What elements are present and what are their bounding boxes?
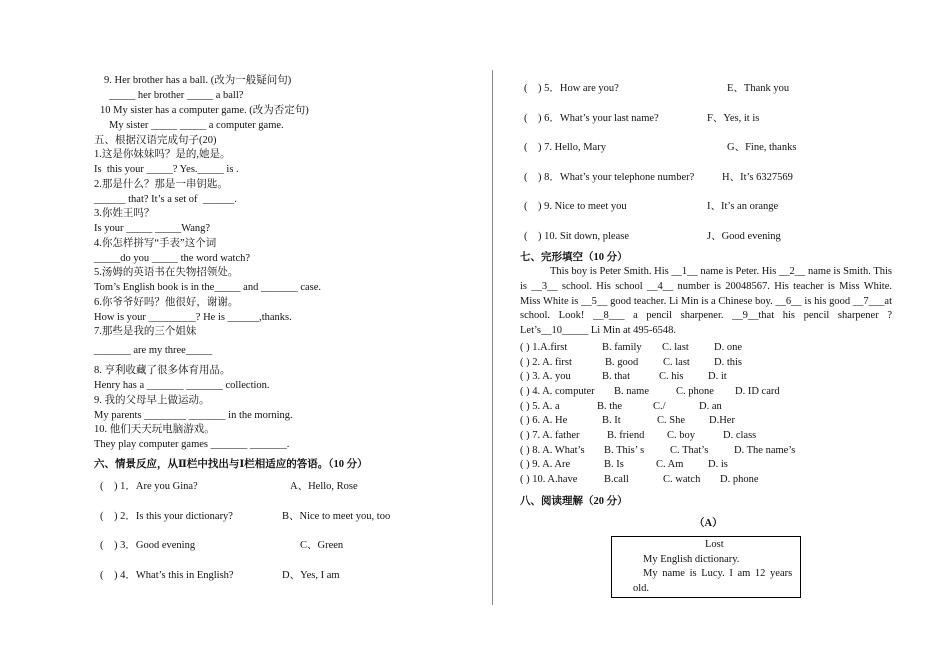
- c5-d: D. an: [699, 401, 722, 412]
- section-7-title: 七、完形填空（10 分）: [520, 252, 628, 263]
- c2-q: ( ) 2. A. first: [520, 357, 572, 368]
- c2-d: D. this: [714, 357, 743, 368]
- c7-d: D. class: [723, 430, 757, 441]
- s5-chinese: 5.汤姆的英语书在失物招领处。: [94, 267, 239, 278]
- match-q6: ( ) 6．What’s your last name?: [524, 113, 659, 124]
- c1-q: ( ) 1.A.first: [520, 342, 568, 353]
- match-a8: H、It’s 6327569: [722, 172, 793, 183]
- c3-q: ( ) 3. A. you: [520, 371, 571, 382]
- match-a9: I、It’s an orange: [707, 201, 779, 212]
- s2-english: ______ that? It’s a set of ______.: [94, 194, 237, 205]
- q10-text: 10 My sister has a computer game. (改为否定句): [100, 105, 309, 116]
- section-8-title: 八、阅读理解（20 分）: [520, 496, 628, 507]
- c4-c: C. phone: [676, 386, 714, 397]
- c8-q: ( ) 8. A. What’s: [520, 445, 585, 456]
- s10-english: They play computer games _______ _______.: [94, 439, 290, 450]
- c9-d: D. is: [708, 459, 728, 470]
- c8-d: D. The name’s: [734, 445, 796, 456]
- passage-a-label: （A）: [694, 518, 723, 529]
- match-q5: ( ) 5．How are you?: [524, 83, 619, 94]
- s10-chinese: 10. 他们天天玩电脑游戏。: [94, 424, 215, 435]
- c10-q: ( ) 10. A.have: [520, 474, 578, 485]
- c3-c: C. his: [659, 371, 684, 382]
- s6-chinese: 6.你爷爷好吗？他很好，谢谢。: [94, 297, 239, 308]
- c9-c: C. Am: [656, 459, 684, 470]
- c8-b: B. This’ s: [604, 445, 645, 456]
- c6-b: B. It: [602, 415, 621, 426]
- lost-notice-title: Lost: [705, 539, 724, 550]
- match-q10: ( ) 10. Sit down, please: [524, 231, 629, 242]
- s9-chinese: 9. 我的父母早上做运动。: [94, 395, 210, 406]
- s1-english: Is this your _____? Yes._____ is .: [94, 164, 239, 175]
- c5-b: B. the: [597, 401, 623, 412]
- match-a7: G、Fine, thanks: [727, 142, 797, 153]
- s8-chinese: 8. 亨利收藏了很多体育用品。: [94, 365, 231, 376]
- c9-q: ( ) 9. A. Are: [520, 459, 571, 470]
- s4-english: _____do you _____ the word watch?: [94, 253, 251, 264]
- c4-b: B. name: [614, 386, 649, 397]
- c6-c: C. She: [657, 415, 686, 426]
- match-a1: A、Hello, Rose: [290, 481, 358, 492]
- c4-d: D. ID card: [735, 386, 780, 397]
- cloze-passage: This boy is Peter Smith. His __1__ name is Peter. His __2__ name is Smith. This is __3__ school. His school __4__ number is 20048567. His teacher is Miss White. Miss White is __5__ good teacher. Li Min is a Chinese boy. __6__ is his good __7___at school. Look! __8___ a pencil sharpener. __9__that his pencil sharpener ? Let’s__10_____ Li Min at 495-6548.: [520, 266, 892, 337]
- s3-english: Is your _____ _____Wang?: [94, 223, 211, 234]
- c3-b: B. that: [602, 371, 630, 382]
- section-5-title: 五、根据汉语完成句子(20): [94, 135, 217, 146]
- match-a10: J、Good evening: [707, 231, 781, 242]
- match-q7: ( ) 7. Hello, Mary: [524, 142, 606, 153]
- c10-b: B.call: [604, 474, 629, 485]
- s3-chinese: 3.你姓王吗？: [94, 208, 155, 219]
- c2-c: C. last: [663, 357, 690, 368]
- s8-english: Henry has a _______ _______ collection.: [94, 380, 270, 391]
- s7-english: _______ are my three_____: [94, 345, 213, 356]
- match-q4: ( ) 4．What’s this in English?: [100, 570, 234, 581]
- s9-english: My parents ________ _______ in the morning.: [94, 410, 293, 421]
- match-a5: E、Thank you: [727, 83, 790, 94]
- lost-notice-line2: My name is Lucy. I am 12 years: [643, 568, 793, 579]
- c9-b: B. Is: [604, 459, 624, 470]
- c6-d: D.Her: [709, 415, 735, 426]
- c6-q: ( ) 6. A. He: [520, 415, 568, 426]
- s5-english: Tom’s English book is in the_____ and _______ case.: [94, 282, 322, 293]
- lost-notice-line3: old.: [633, 583, 650, 594]
- match-q3: ( ) 3．Good evening: [100, 540, 196, 551]
- c1-d: D. one: [714, 342, 742, 353]
- match-a4: D、Yes, I am: [282, 570, 340, 581]
- c1-b: B. family: [602, 342, 642, 353]
- c10-d: D. phone: [720, 474, 759, 485]
- q10-answer-line: My sister _____ _____ a computer game.: [109, 120, 284, 131]
- s1-chinese: 1.这是你妹妹吗？是的,她是。: [94, 149, 231, 160]
- s2-chinese: 2.那是什么？那是一串钥匙。: [94, 179, 228, 190]
- c5-c: C./: [653, 401, 666, 412]
- match-q2: ( ) 2．Is this your dictionary?: [100, 511, 233, 522]
- s6-english: How is your _________? He is ______,thanks.: [94, 312, 292, 323]
- c7-c: C. boy: [667, 430, 696, 441]
- match-a6: F、Yes, it is: [707, 113, 760, 124]
- c2-b: B. good: [605, 357, 639, 368]
- match-q1: ( ) 1．Are you Gina?: [100, 481, 198, 492]
- c7-b: B. friend: [607, 430, 645, 441]
- c4-q: ( ) 4. A. computer: [520, 386, 595, 397]
- c3-d: D. it: [708, 371, 727, 382]
- lost-notice-line1: My English dictionary.: [643, 554, 740, 565]
- q9-answer-line: _____ her brother _____ a ball?: [109, 90, 244, 101]
- column-divider: [492, 70, 493, 605]
- c7-q: ( ) 7. A. father: [520, 430, 580, 441]
- match-q9: ( ) 9. Nice to meet you: [524, 201, 627, 212]
- s7-chinese: 7.那些是我的三个姐妹: [94, 326, 197, 337]
- c1-c: C. last: [662, 342, 689, 353]
- section-6-title: 六、情景反应，从Ⅱ栏中找出与Ⅰ栏相适应的答语。（10 分）: [94, 459, 368, 470]
- match-a3: C、Green: [300, 540, 344, 551]
- c5-q: ( ) 5. A. a: [520, 401, 560, 412]
- match-a2: B、Nice to meet you, too: [282, 511, 391, 522]
- match-q8: ( ) 8．What’s your telephone number?: [524, 172, 695, 183]
- q9-text: 9. Her brother has a ball. (改为一般疑问句): [104, 75, 292, 86]
- s4-chinese: 4.你怎样拼写“手表”这个词: [94, 238, 217, 249]
- c8-c: C. That’s: [670, 445, 709, 456]
- c10-c: C. watch: [663, 474, 701, 485]
